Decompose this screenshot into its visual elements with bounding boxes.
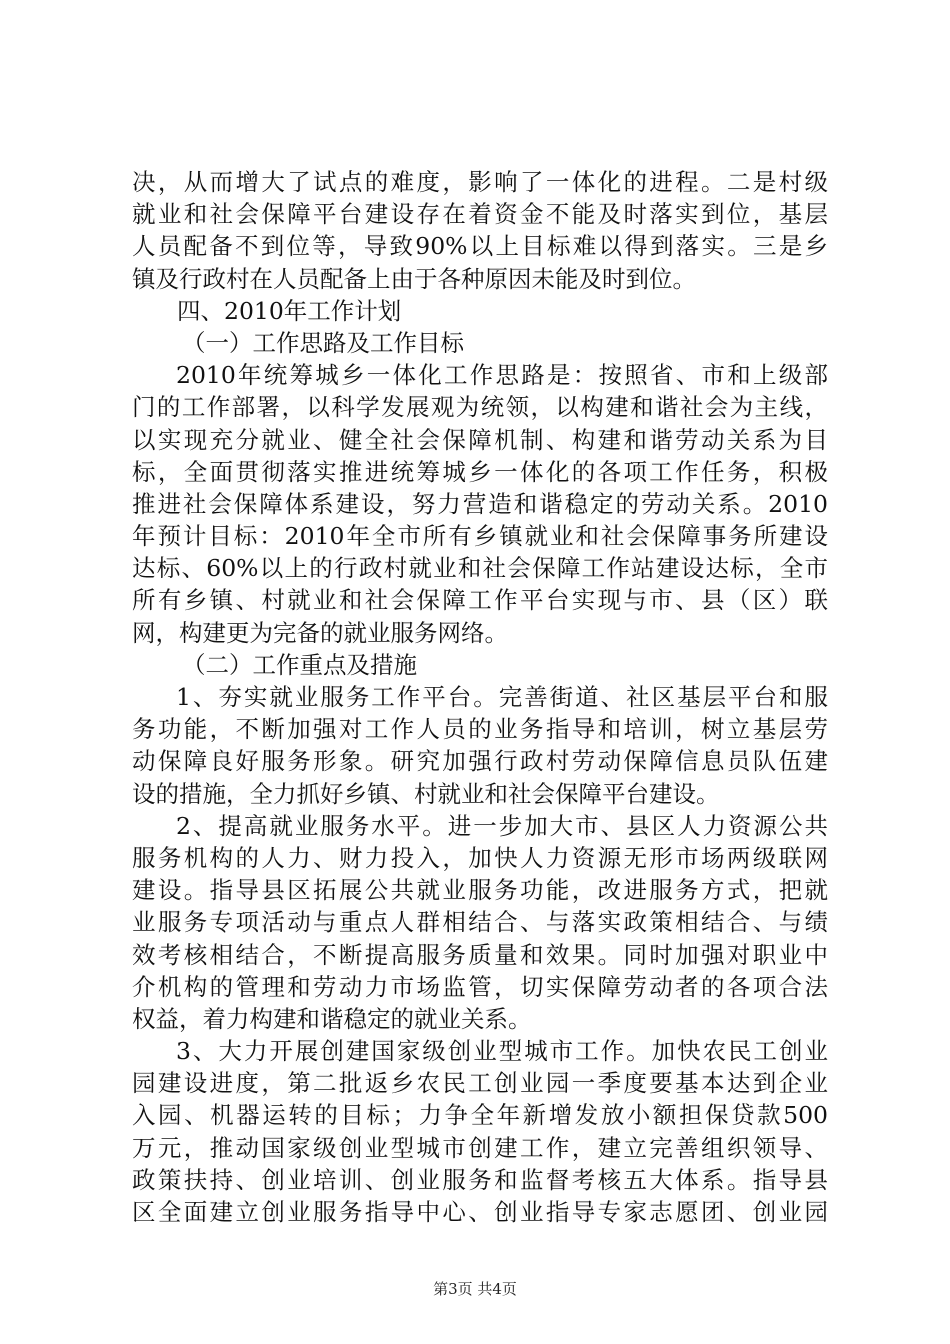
text-line: 1、夯实就业服务工作平台。完善街道、社区基层平台和服: [176, 683, 828, 711]
text-line: 标，全面贯彻落实推进统筹城乡一体化的各项工作任务，积极: [132, 457, 828, 486]
text-line: 园建设进度，第二批返乡农民工创业园一季度要基本达到企业: [132, 1069, 828, 1098]
text-line: 服务机构的人力、财力投入，加快人力资源无形市场两级联网: [132, 843, 828, 872]
text-line: 年预计目标：2010年全市所有乡镇就业和社会保障事务所建设: [132, 522, 828, 551]
text-line: 2、提高就业服务水平。进一步加大市、县区人力资源公共: [176, 811, 828, 840]
subsection-heading: （二）工作重点及措施: [182, 650, 417, 679]
text-line: 效考核相结合，不断提高服务质量和效果。同时加强对职业中: [132, 940, 828, 969]
document-body: [132, 166, 828, 1228]
text-line: 业服务专项活动与重点人群相结合、与落实政策相结合、与绩: [132, 908, 828, 937]
text-line: 介机构的管理和劳动力市场监管，切实保障劳动者的各项合法: [132, 972, 828, 1001]
section-heading: 四、2010年工作计划: [177, 296, 402, 325]
text-line: 入园、机器运转的目标；力争全年新增发放小额担保贷款500: [132, 1101, 828, 1130]
text-line: 万元，推动国家级创业型城市创建工作，建立完善组织领导、: [132, 1133, 828, 1162]
text-line: 所有乡镇、村就业和社会保障工作平台实现与市、县（区）联: [132, 586, 828, 615]
text-line: 2010年统筹城乡一体化工作思路是：按照省、市和上级部: [176, 361, 828, 390]
text-line: 动保障良好服务形象。研究加强行政村劳动保障信息员队伍建: [132, 747, 828, 776]
text-line: 门的工作部署，以科学发展观为统领，以构建和谐社会为主线，: [132, 393, 828, 422]
text-line: 达标、60%以上的行政村就业和社会保障工作站建设达标，全市: [132, 554, 828, 583]
text-line: 3、大力开展创建国家级创业型城市工作。加快农民工创业: [176, 1037, 828, 1066]
text-line: 区全面建立创业服务指导中心、创业指导专家志愿团、创业园: [132, 1198, 828, 1226]
text-line: 人员配备不到位等，导致90%以上目标难以得到落实。三是乡: [132, 232, 828, 261]
text-line: 网，构建更为完备的就业服务网络。: [132, 618, 508, 647]
text-line: 设的措施，全力抓好乡镇、村就业和社会保障平台建设。: [132, 779, 720, 808]
subsection-heading: （一）工作思路及工作目标: [182, 328, 464, 357]
text-line: 政策扶持、创业培训、创业服务和监督考核五大体系。指导县: [132, 1165, 828, 1194]
text-line: 务功能，不断加强对工作人员的业务指导和培训，树立基层劳: [132, 715, 828, 744]
text-line: 就业和社会保障平台建设存在着资金不能及时落实到位，基层: [132, 200, 828, 229]
text-line: 推进社会保障体系建设，努力营造和谐稳定的劳动关系。2010: [132, 489, 828, 518]
page-number-footer: 第3页 共4页: [433, 1280, 517, 1298]
text-line: 决，从而增大了试点的难度，影响了一体化的进程。二是村级: [132, 168, 828, 196]
text-line: 镇及行政村在人员配备上由于各种原因未能及时到位。: [132, 264, 696, 293]
text-line: 以实现充分就业、健全社会保障机制、构建和谐劳动关系为目: [132, 425, 828, 454]
text-line: 建设。指导县区拓展公共就业服务功能，改进服务方式，把就: [132, 876, 828, 905]
text-line: 权益，着力构建和谐稳定的就业关系。: [132, 1004, 532, 1033]
